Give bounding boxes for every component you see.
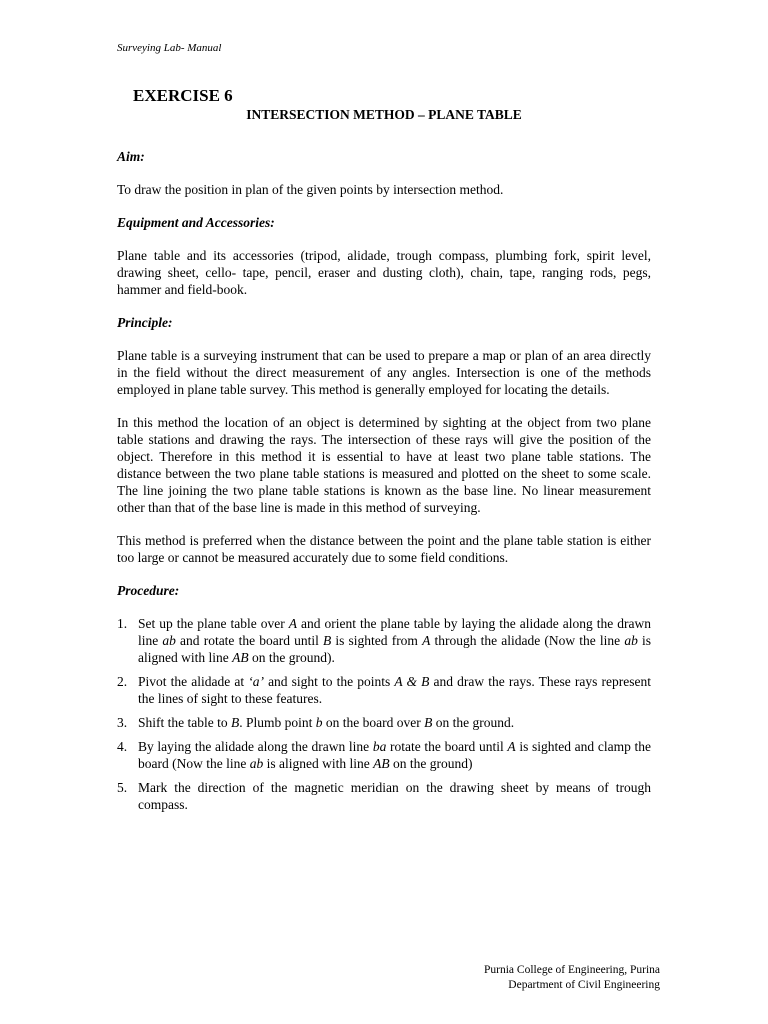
procedure-text: through the alidade (Now the line [430,633,625,648]
procedure-text: is aligned with line [138,633,651,665]
procedure-text: on the ground). [248,650,335,665]
procedure-text: rotate the board until [386,739,508,754]
procedure-text: Pivot the alidade at [138,674,249,689]
footer [484,963,660,992]
procedure-variable: A [422,633,431,648]
procedure-variable: B [323,633,332,648]
exercise-subtitle-text: INTERSECTION METHOD – PLANE TABLE [246,107,522,122]
procedure-text: Shift the table to [138,715,231,730]
exercise-title: EXERCISE 6 [133,86,233,105]
procedure-variable: ab [624,633,638,648]
procedure-text: on the ground. [432,715,515,730]
procedure-variable: AB [373,756,390,771]
procedure-variable: b [315,715,323,730]
procedure-text: and sight to the points [263,674,395,689]
procedure-text: Mark the direction of the magnetic meridian on the drawing sheet by means of trough compass. [138,780,651,812]
procedure-variable: B [424,715,433,730]
procedure-step-3 [117,714,651,731]
procedure-variable: ba [372,739,387,754]
principle-paragraph-2: In this method the location of an object is determined by sighting at the object from two plane table stations and drawing the rays. The intersection of these rays will give the position of the object. Therefore in this method it is essential to have at least two plane table stations. The distance between the two plane table stations is measured and plotted on the sheet to some scale. The line joining the two plane table stations is known as the base line. No linear measurement other than that of the base line is made in this method of surveying. [117,415,651,515]
equipment-text: Plane table and its accessories (tripod, alidade, trough compass, plumbing fork, spirit level, drawing sheet, cello- tape, pencil, eraser and dusting cloth), chain, tape, ranging rods, pegs, hammer and field-book. [117,248,651,297]
procedure-text: is sighted from [331,633,423,648]
procedure-text: . Plumb point [239,715,316,730]
procedure-step-4 [117,738,651,772]
procedure-variable: A [288,616,298,631]
aim-heading: Aim: [117,149,145,164]
procedure-text: and draw the rays. These rays represent the lines of sight to these features. [138,674,651,706]
procedure-variable: ab [162,633,176,648]
procedure-text: and rotate the board until [175,633,323,648]
procedure-text: By laying the alidade along the drawn line [138,739,373,754]
procedure-step-1 [117,615,651,666]
principle-heading: Principle: [117,315,173,330]
document-body [117,148,651,820]
footer-department: Department of Civil Engineering [508,978,660,991]
procedure-step-number: 5. [117,780,128,795]
procedure-step-number: 3. [117,715,128,730]
procedure-text: and orient the plane table by laying the alidade along the drawn line [138,616,651,648]
procedure-variable: AB [232,650,249,665]
procedure-step-2 [117,673,651,707]
procedure-variable: B [230,715,240,730]
procedure-step-number: 4. [117,739,128,754]
procedure-variable: A [507,739,516,754]
exercise-subtitle [0,107,768,123]
procedure-step-number: 1. [117,616,128,631]
procedure-text: Set up the plane table over [138,616,289,631]
aim-text: To draw the position in plan of the given points by intersection method. [117,182,504,197]
procedure-list [117,615,651,813]
footer-college: Purnia College of Engineering, Purina [484,964,660,976]
procedure-variable: ab [249,756,264,771]
procedure-step-5 [117,779,651,813]
procedure-text: is aligned with line [263,756,374,771]
procedure-variable: A & B [394,674,430,689]
procedure-heading: Procedure: [117,583,180,598]
procedure-text: is sighted and clamp the board (Now the line [138,739,651,771]
principle-paragraph-1: Plane table is a surveying instrument that can be used to prepare a map or plan of an area directly in the field without the direct measurement of any angles. Intersection is one of the methods employed in plane table survey. This method is generally employed for locating the details. [117,348,651,397]
running-header: Surveying Lab- Manual [117,42,222,54]
procedure-variable: ‘a’ [248,674,264,689]
procedure-step-number: 2. [117,674,128,689]
procedure-text: on the ground) [389,756,473,771]
procedure-text: on the board over [322,715,425,730]
equipment-heading: Equipment and Accessories: [117,215,275,230]
principle-paragraph-3: This method is preferred when the distance between the point and the plane table station is either too large or cannot be measured accurately due to some field conditions. [117,533,651,565]
